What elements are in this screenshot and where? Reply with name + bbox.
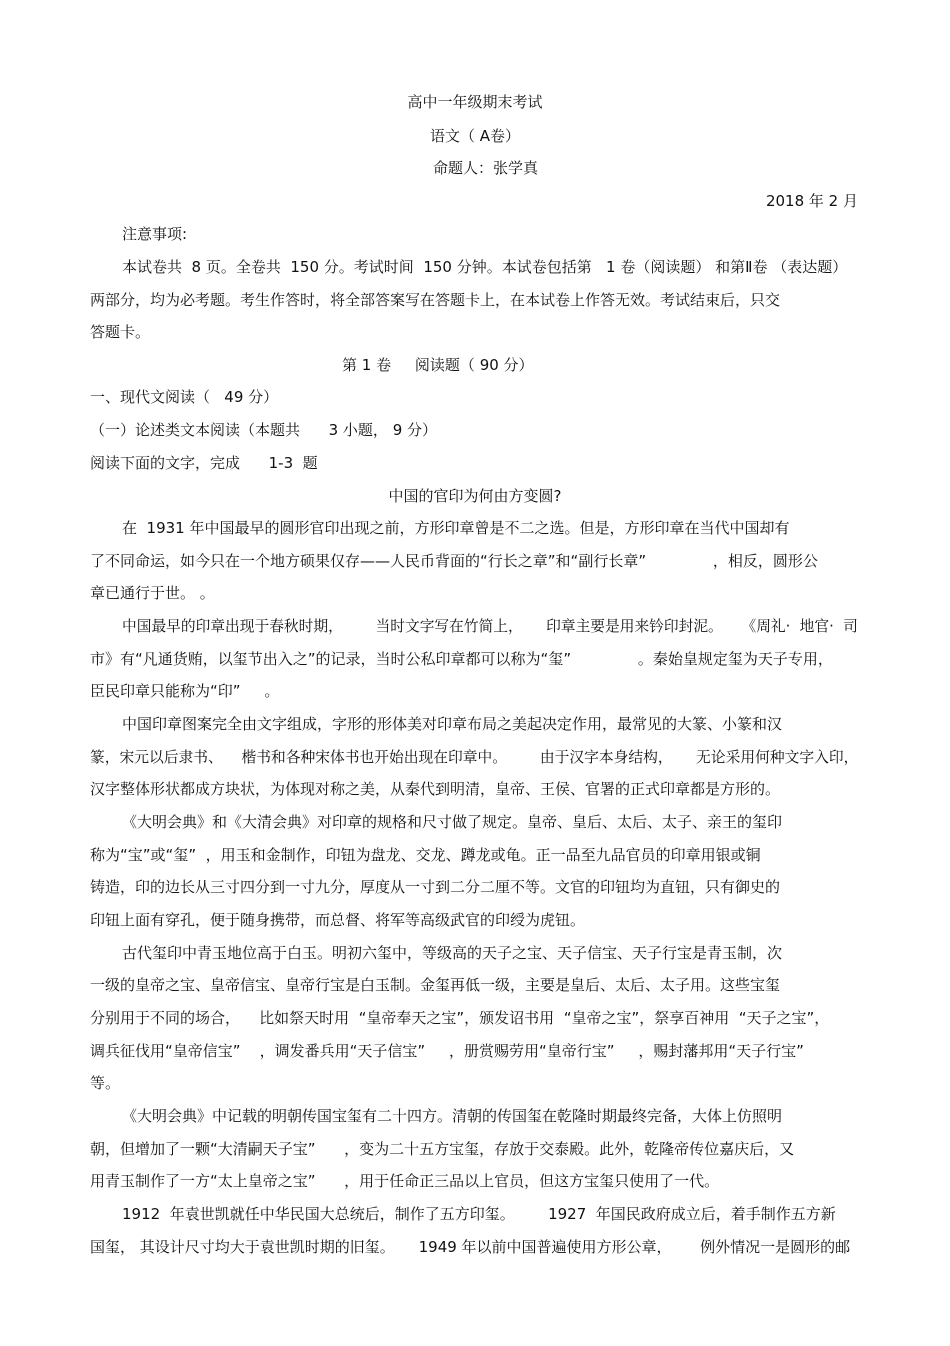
author-line: 命题人：张学真 <box>433 159 539 177</box>
article-line: 在 1931 年中国最早的圆形官印出现之前，方形印章曾是不二之选。但是，方形印章在当代中国却有 <box>122 519 790 537</box>
notice-line-1: 本试卷共 8 页。全卷共 150 分。考试时间 150 分钟。本试卷包括第 1 卷（阅读题） 和第Ⅱ卷 （表达题） <box>122 258 848 276</box>
article-line: 等。 <box>90 1074 121 1092</box>
article-line: 汉字整体形状都成方块状，为体现对称之美，从秦代到明清，皇帝、王侯、官署的正式印章都是方形的。 <box>90 780 781 798</box>
instruction-line: 阅读下面的文字，完成 1-3 题 <box>90 454 318 472</box>
article-line: 市》有“凡通货贿，以玺节出入之”的记录，当时公私印章都可以称为“玺” 。秦始皇规定玺为天子专用， <box>90 650 833 668</box>
article-line: 调兵征伐用“皇帝信宝” ，调发番兵用“天子信宝” ，册赏赐劳用“皇帝行宝” ，赐封藩邦用“天子行宝” <box>90 1042 804 1060</box>
article-line: 1912 年袁世凯就任中华民国大总统后，制作了五方印玺。 1927 年国民政府成立后，着手制作五方新 <box>122 1205 836 1223</box>
subject-line: 语文（ A卷） <box>429 127 521 145</box>
notice-heading: 注意事项: <box>122 225 188 243</box>
part-heading: 一、现代文阅读（ 49 分） <box>90 388 279 406</box>
notice-line-2: 两部分，均为必考题。考生作答时，将全部答案写在答题卡上，在本试卷上作答无效。考试结束后，只交 <box>90 291 781 309</box>
article-line: 中国最早的印章出现于春秋时期， 当时文字写在竹简上， 印章主要是用来钤印封泥。 《周礼· 地官· 司 <box>122 617 858 635</box>
date-line: 2018 年 2 月 <box>765 192 858 210</box>
article-line: 国玺， 其设计尺寸均大于袁世凯时期的旧玺。 1949 年以前中国普遍使用方形公章， 例外情况一是圆形的邮 <box>90 1238 851 1256</box>
notice-line-3: 答题卡。 <box>90 323 151 341</box>
article-line: 用青玉制作了一方“太上皇帝之宝” ，用于任命正三品以上官员，但这方宝玺只使用了一代。 <box>90 1172 720 1190</box>
subpart-heading: （一）论述类文本阅读（本题共 3 小题， 9 分） <box>90 421 438 439</box>
article-line: 印钮上面有穿孔，便于随身携带，而总督、将军等高级武官的印绶为虎钮。 <box>90 911 586 929</box>
article-line: 称为“宝”或“玺” ，用玉和金制作，印钮为盘龙、交龙、蹲龙或龟。正一品至九品官员的印章用银或铜 <box>90 846 761 864</box>
article-line: 古代玺印中青玉地位高于白玉。明初六玺中，等级高的天子之宝、天子信宝、天子行宝是青玉制，次 <box>122 944 783 962</box>
article-line: 分别用于不同的场合， 比如祭天时用 “皇帝奉天之宝”，颁发诏书用 “皇帝之宝”，祭享百神用 “天子之宝”， <box>90 1009 830 1027</box>
article-line: 《大明会典》和《大清会典》对印章的规格和尺寸做了规定。皇帝、皇后、太后、太子、亲王的玺印 <box>122 813 783 831</box>
article-line: 中国印章图案完全由文字组成，字形的形体美对印章布局之美起决定作用，最常见的大篆、小篆和汉 <box>122 715 783 733</box>
article-line: 了不同命运，如今只在一个地方硕果仅存——人民币背面的“行长之章”和“副行长章” ，相反，圆形公 <box>90 552 818 570</box>
exam-title: 高中一年级期末考试 <box>407 93 543 111</box>
article-line: 铸造，印的边长从三寸四分到一寸九分，厚度从一寸到二分二厘不等。文官的印钮均为直钮，只有御史的 <box>90 878 781 896</box>
article-line: 一级的皇帝之宝、皇帝信宝、皇帝行宝是白玉制。金玺再低一级，主要是皇后、太后、太子用。这些宝玺 <box>90 976 781 994</box>
article-title: 中国的官印为何由方变圆? <box>388 487 562 505</box>
article-line: 篆，宋元以后隶书、 楷书和各种宋体书也开始出现在印章中。 由于汉字本身结构， 无论采用何种文字入印， <box>90 748 859 766</box>
article-line: 《大明会典》中记载的明朝传国宝玺有二十四方。清朝的传国玺在乾隆时期最终完备，大体上仿照明 <box>122 1107 783 1125</box>
article-line: 朝，但增加了一颗“大清嗣天子宝” ，变为二十五方宝玺，存放于交泰殿。此外，乾隆帝传位嘉庆后，又 <box>90 1140 795 1158</box>
article-line: 章已通行于世。 。 <box>90 584 215 602</box>
volume-heading: 第 1 卷 阅读题（ 90 分） <box>342 356 534 374</box>
article-line: 臣民印章只能称为“印” 。 <box>90 682 280 700</box>
